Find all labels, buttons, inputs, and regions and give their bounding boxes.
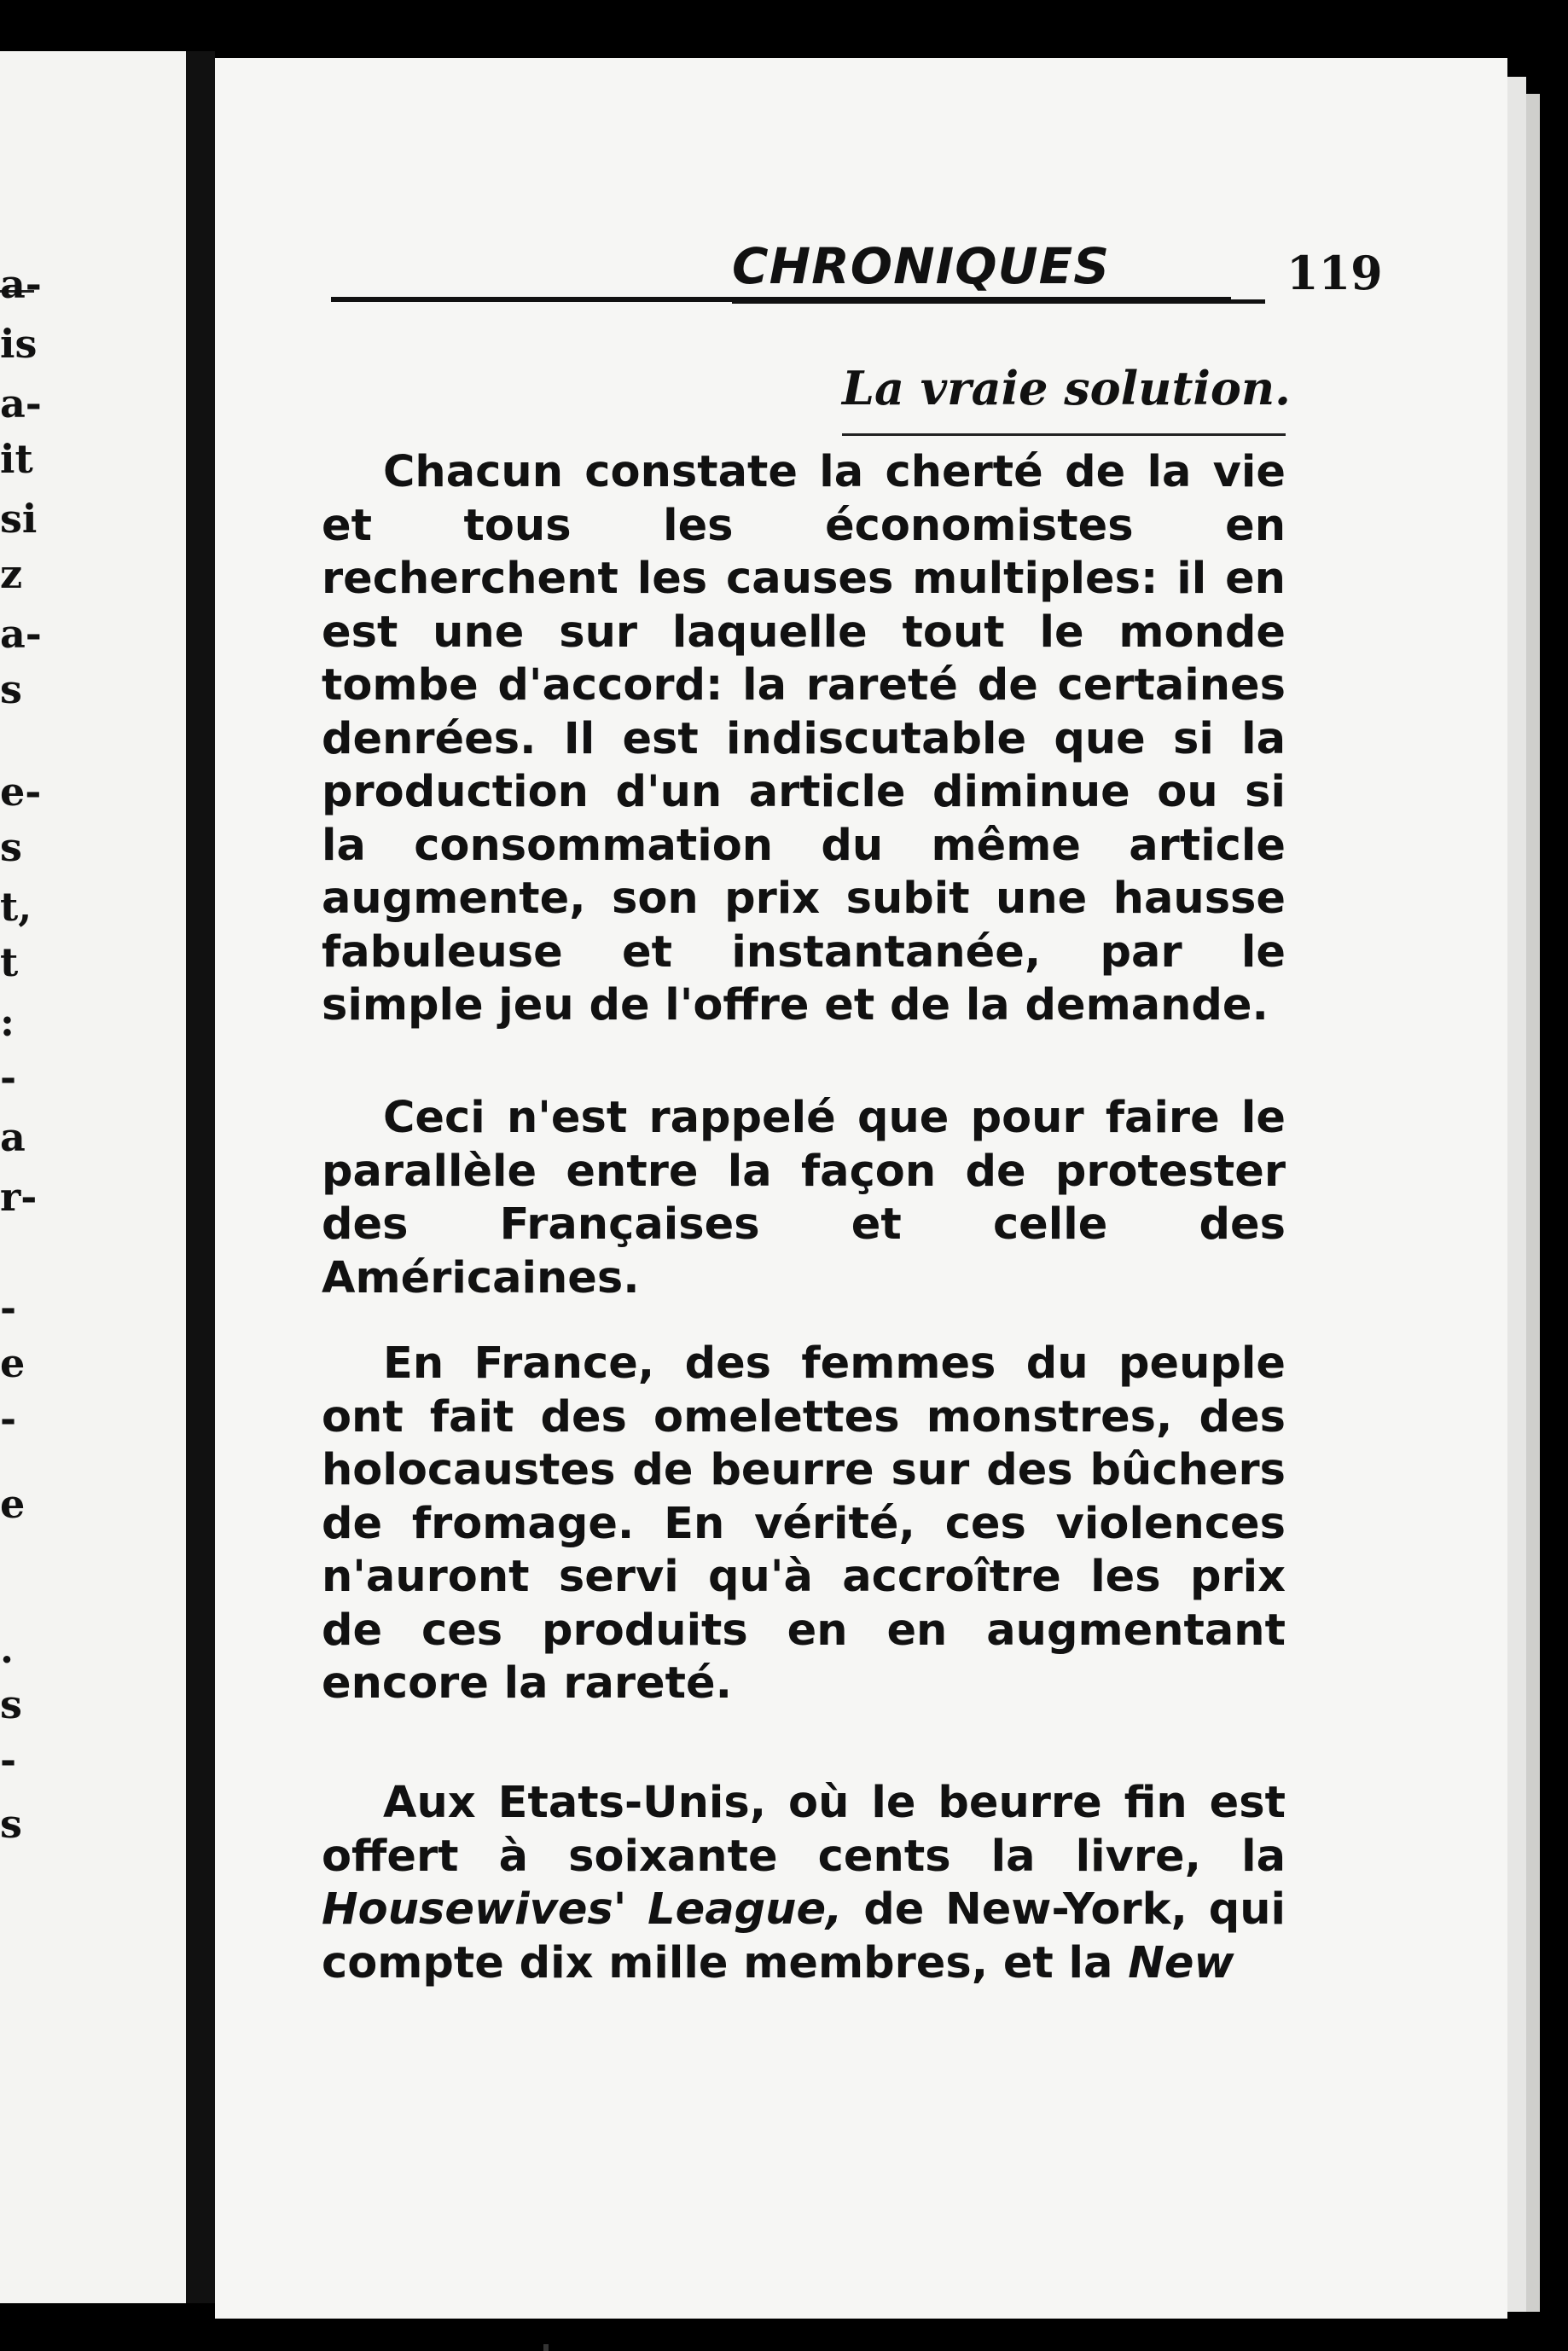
left-page-fragment: e- — [0, 769, 42, 815]
left-page-fragment: a- — [0, 261, 42, 307]
left-page-fragment: s — [0, 1681, 22, 1727]
left-page-fragment: a- — [0, 380, 42, 427]
left-page-fragment: - — [0, 1285, 17, 1331]
book-page — [215, 58, 1507, 2319]
section-title-rule — [842, 433, 1286, 436]
left-page-fragment: it — [0, 436, 33, 482]
left-page-fragment: - — [0, 1737, 17, 1783]
text-span: de New-York, qui compte dix mille membres, et la — [322, 1884, 1286, 1988]
italic-name: New — [1128, 1937, 1234, 1988]
left-page-fragment: a — [0, 1114, 26, 1160]
text-span: Aux Etats-Unis, où le beurre fin est offert à soixante cents la livre, la — [322, 1778, 1286, 1882]
printer-mark — [543, 2344, 549, 2351]
italic-name: Housewives' League, — [322, 1884, 843, 1935]
paragraph-text: En France, des femmes du peuple ont fait des omelettes monstres, des holocaustes de beurre sur des bûchers de fromage. En vérité, ces violences n'auront servi qu'à accroître les prix de ces produits en en augmentant encore la rareté. — [322, 1338, 1286, 1709]
left-page-fragment: . — [0, 1626, 15, 1672]
running-title: CHRONIQUES — [732, 237, 1110, 295]
left-page-fragment: r- — [0, 1174, 38, 1220]
book-gutter — [186, 51, 215, 2303]
page-header — [331, 177, 1440, 331]
left-page-fragment: t, — [0, 884, 32, 930]
left-page-fragment: : — [0, 999, 15, 1045]
paragraph-text: Chacun constate la cherté de la vie et tous les économistes en recherchent les causes multiples: il en est une sur laquelle tout le monde tombe d'accord: la rareté de certaines denrées. Il est indiscutable que si la production d'un article diminue ou si la consommation du même article augmente, son prix subit une hausse fabuleuse et instantanée, par le simple jeu de l'offre et de la demande. — [322, 447, 1286, 1030]
left-page-fragment: s — [0, 1801, 22, 1847]
left-page-fragment: z — [0, 551, 23, 597]
left-page-fragment: si — [0, 496, 38, 542]
paragraph-text — [322, 1777, 1286, 1990]
left-page-fragment: a- — [0, 611, 42, 657]
left-page-fragment: s — [0, 824, 22, 870]
paragraph-4 — [322, 1777, 1286, 1990]
left-page-fragment: - — [0, 1054, 17, 1100]
left-page-fragment: - — [0, 1396, 17, 1442]
paragraph-text: Ceci n'est rappelé que pour faire le parallèle entre la façon de protester des Françaises et celle des Américaines. — [322, 1093, 1286, 1303]
section-title: La vraie solution. — [842, 361, 1291, 415]
paragraph-3 — [322, 1338, 1286, 1711]
page-edge — [1507, 77, 1526, 2312]
left-page-fragment: is — [0, 321, 38, 367]
left-page-fragment: t — [0, 939, 19, 985]
left-page-fragment: e — [0, 1340, 26, 1386]
paragraph-2 — [322, 1092, 1286, 1305]
header-rule-thick — [732, 299, 1265, 304]
page-number: 119 — [1286, 246, 1383, 300]
paragraph-1 — [322, 446, 1286, 1033]
left-page-margin — [0, 51, 186, 2303]
page-edge-shadow — [1526, 94, 1540, 2312]
left-page-fragment: s — [0, 666, 22, 712]
left-page-fragment: e — [0, 1481, 26, 1527]
